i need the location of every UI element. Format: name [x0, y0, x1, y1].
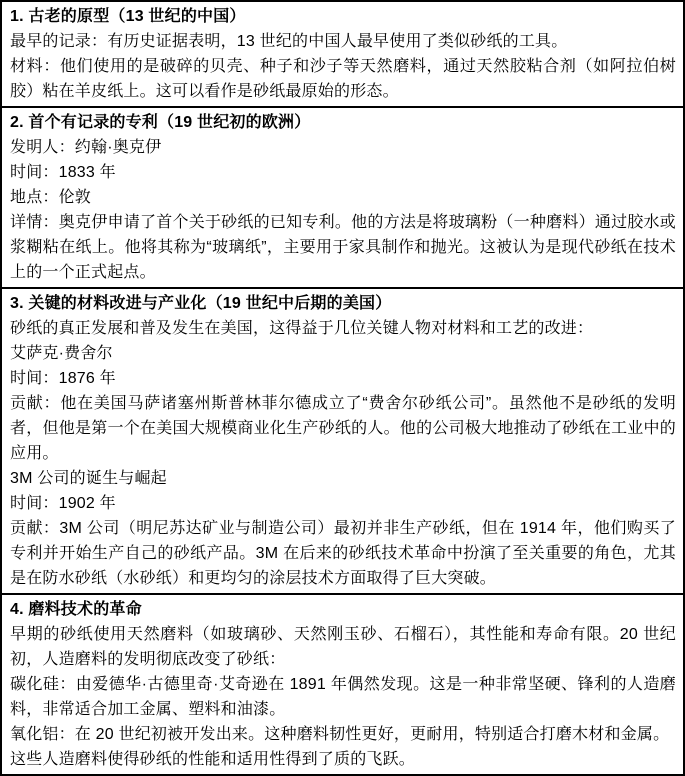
paragraph-year-1833: 时间：1833 年 — [10, 164, 116, 181]
paragraph-3m-contribution: 贡献：3M 公司（明尼苏达矿业与制造公司）最初并非生产砂纸，但在 1914 年，他们购买了专利并开始生产自己的砂纸产品。3M 在后来的砂纸技术革命中扮演了至关重要的角色，尤其是在防水砂纸（水砂纸）和更均匀的涂层技术方面取得了巨大突破。 — [10, 520, 676, 587]
paragraph-year-1876: 时间：1876 年 — [10, 370, 116, 387]
section-abrasive-revolution — [2, 593, 683, 774]
paragraph-3m-heading: 3M 公司的诞生与崛起 — [10, 470, 167, 487]
paragraph-us-development-intro: 砂纸的真正发展和普及发生在美国，这得益于几位关键人物对材料和工艺的改进： — [10, 320, 594, 337]
paragraph-isaac-fisher-name: 艾萨克·费舍尔 — [10, 345, 113, 362]
paragraph-natural-abrasives: 早期的砂纸使用天然磨料（如玻璃砂、天然刚玉砂、石榴石），其性能和寿命有限。20 世纪初，人造磨料的发明彻底改变了砂纸： — [10, 626, 676, 668]
paragraph-inventor: 发明人：约翰·奥克伊 — [10, 139, 162, 156]
section-industrialization — [2, 287, 683, 593]
section-1-title: 1. 古老的原型（13 世纪的中国） — [10, 8, 246, 25]
paragraph-earliest-record: 最早的记录：有历史证据表明，13 世纪的中国人最早使用了类似砂纸的工具。 — [10, 33, 568, 50]
section-ancient-prototype — [2, 2, 683, 106]
section-4-title: 4. 磨料技术的革命 — [10, 601, 142, 618]
section-3-title: 3. 关键的材料改进与产业化（19 世纪中后期的美国） — [10, 295, 392, 312]
paragraph-year-1902: 时间：1902 年 — [10, 495, 116, 512]
paragraph-silicon-carbide: 碳化硅：由爱德华·古德里奇·艾奇逊在 1891 年偶然发现。这是一种非常坚硬、锋利的人造磨料，非常适合加工金属、塑料和油漆。 — [10, 676, 676, 718]
section-first-patent — [2, 106, 683, 287]
paragraph-aluminum-oxide: 氧化铝：在 20 世纪初被开发出来。这种磨料韧性更好，更耐用，特别适合打磨木材和金属。 — [10, 726, 670, 743]
paragraph-patent-details: 详情：奥克伊申请了首个关于砂纸的已知专利。他的方法是将玻璃粉（一种磨料）通过胶水或浆糊粘在纸上。他将其称为“玻璃纸”，主要用于家具制作和抛光。这被认为是现代砂纸在技术上的一个正式起点。 — [10, 214, 676, 281]
paragraph-location: 地点：伦敦 — [10, 189, 92, 206]
paragraph-conclusion: 这些人造磨料使得砂纸的性能和适用性得到了质的飞跃。 — [10, 751, 416, 768]
paragraph-fisher-contribution: 贡献：他在美国马萨诸塞州斯普林菲尔德成立了“费舍尔砂纸公司”。虽然他不是砂纸的发明者，但他是第一个在美国大规模商业化生产砂纸的人。他的公司极大地推动了砂纸在工业中的应用。 — [10, 395, 676, 462]
paragraph-materials: 材料：他们使用的是破碎的贝壳、种子和沙子等天然磨料，通过天然胶粘合剂（如阿拉伯树胶）粘在羊皮纸上。这可以看作是砂纸最原始的形态。 — [10, 58, 676, 100]
section-2-title: 2. 首个有记录的专利（19 世纪初的欧洲） — [10, 114, 311, 131]
